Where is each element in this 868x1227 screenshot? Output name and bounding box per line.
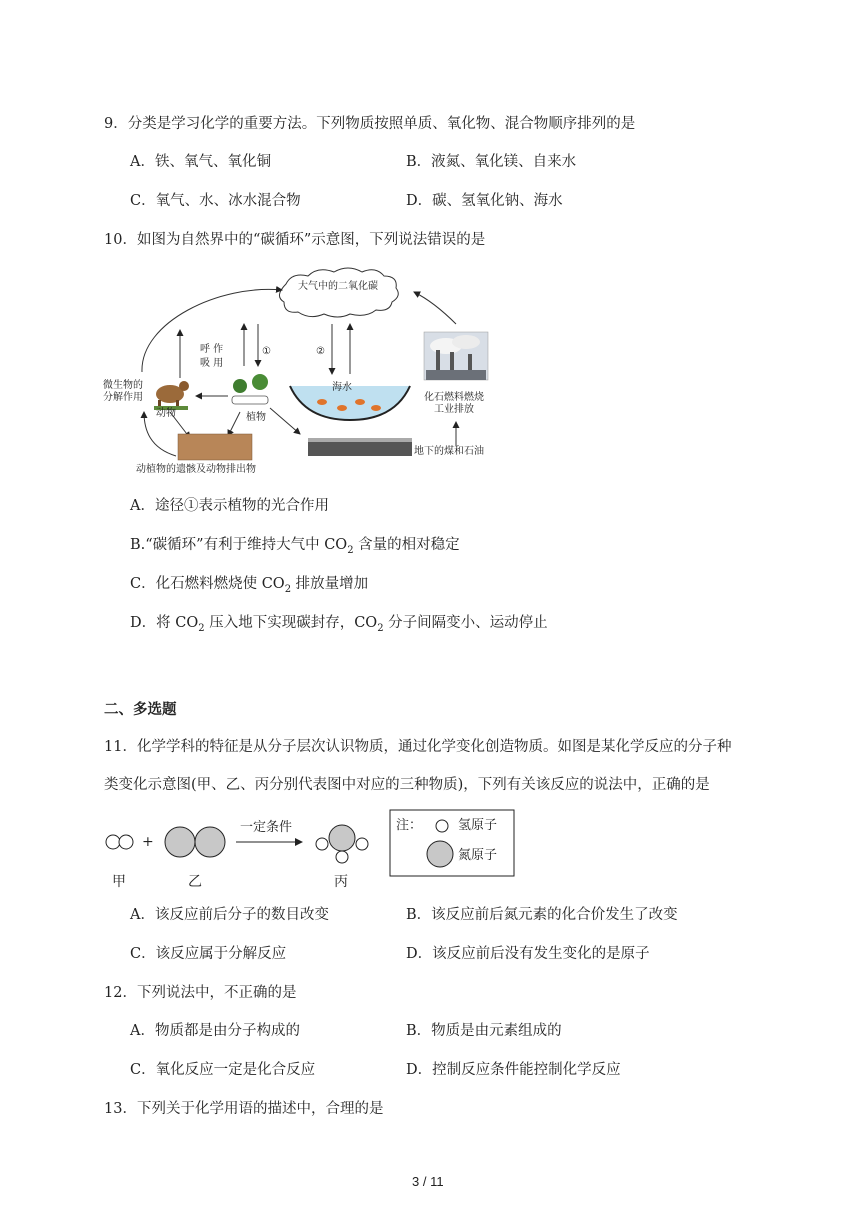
underground-layer xyxy=(308,438,412,442)
label-absorption: 吸 用 xyxy=(200,358,224,369)
page-number: 3 / 11 xyxy=(412,1174,444,1189)
q10-stem: 10．如图为自然界中的“碳循环”示意图，下列说法错误的是 xyxy=(104,232,486,248)
q10-option-d-post: 分子间隔变小、运动停止 xyxy=(383,615,548,631)
q10-option-d[interactable] xyxy=(130,613,548,639)
legend-n-label: 氮原子 xyxy=(458,848,498,863)
q10-option-a[interactable]: A．途径①表示植物的光合作用 xyxy=(130,498,329,514)
arrow-factory-to-air xyxy=(414,292,456,324)
label-jia: 甲 xyxy=(112,874,126,890)
q11-option-d[interactable]: D．该反应前后没有发生变化的是原子 xyxy=(406,946,650,962)
legend-n-symbol xyxy=(427,841,453,867)
q11-option-c[interactable]: C．该反应属于分解反应 xyxy=(130,946,287,962)
q10-option-d-mid: 压入地下实现碳封存，CO xyxy=(204,615,378,631)
legend-h-label: 氢原子 xyxy=(458,818,498,833)
q10-option-d-sub2: 2 xyxy=(377,622,384,634)
reaction-condition: 一定条件 xyxy=(240,820,293,835)
q10-option-b[interactable] xyxy=(130,535,460,561)
reaction-plus: + xyxy=(142,834,154,850)
label-bing: 丙 xyxy=(334,874,348,890)
molecule-bing xyxy=(316,825,368,863)
q9-option-a[interactable]: A．铁、氧气、氧化铜 xyxy=(130,154,271,170)
q11-stem-line1: 11．化学学科的特征是从分子层次认识物质，通过化学变化创造物质。如图是某化学反应的分子种 xyxy=(104,739,732,755)
section-heading: 二、多选题 xyxy=(104,702,177,718)
label-animal: 动物 xyxy=(156,408,176,419)
label-seawater: 海水 xyxy=(332,382,352,393)
label-underground: 地下的煤和石油 xyxy=(414,446,484,457)
q10-option-d-sub: 2 xyxy=(198,622,205,634)
label-decomposer-2: 分解作用 xyxy=(103,392,143,403)
q9-option-b[interactable]: B．液氮、氧化镁、自来水 xyxy=(406,154,577,170)
q12-option-a[interactable]: A．物质都是由分子构成的 xyxy=(130,1023,300,1039)
q12-stem: 12．下列说法中，不正确的是 xyxy=(104,985,297,1001)
q10-option-b-pre: B.“碳循环”有利于维持大气中 CO xyxy=(130,537,348,553)
label-fossil-2: 工业排放 xyxy=(434,404,474,415)
q9-option-d[interactable]: D．碳、氢氧化钠、海水 xyxy=(406,193,563,209)
legend-h-symbol xyxy=(436,820,448,832)
label-respiration: 呼 作 xyxy=(200,344,224,355)
q10-option-d-pre: D．将 CO xyxy=(130,615,199,631)
q11-option-a[interactable]: A．该反应前后分子的数目改变 xyxy=(130,907,329,923)
molecule-yi xyxy=(165,827,225,857)
q10-option-c-sub: 2 xyxy=(284,583,292,595)
label-remains: 动植物的遗骸及动物排出物 xyxy=(136,464,256,475)
molecule-jia xyxy=(106,835,133,849)
factory-image xyxy=(424,332,488,380)
reaction-figure xyxy=(100,808,520,892)
q10-option-c[interactable] xyxy=(130,574,368,600)
label-decomposer-1: 微生物的 xyxy=(103,380,143,391)
q9-option-c[interactable]: C．氧气、水、冰水混合物 xyxy=(130,193,301,209)
arrow-plant-to-remains xyxy=(228,412,240,436)
label-atmosphere: 大气中的二氧化碳 xyxy=(298,281,378,292)
q10-option-c-post: 排放量增加 xyxy=(291,576,369,592)
q12-option-d[interactable]: D．控制反应条件能控制化学反应 xyxy=(406,1062,621,1078)
reaction-diagram xyxy=(100,808,520,892)
legend-note: 注： xyxy=(396,818,423,833)
label-fossil-1: 化石燃料燃烧 xyxy=(424,392,484,403)
q13-stem: 13．下列关于化学用语的描述中，合理的是 xyxy=(104,1101,384,1117)
carbon-cycle-figure xyxy=(100,262,510,482)
label-plant: 植物 xyxy=(246,412,266,423)
remains-image xyxy=(178,434,252,460)
q10-option-c-pre: C．化石燃料燃烧使 CO xyxy=(130,576,285,592)
q9-stem: 9．分类是学习化学的重要方法。下列物质按照单质、氧化物、混合物顺序排列的是 xyxy=(104,116,636,132)
q10-option-b-post: 含量的相对稳定 xyxy=(353,537,460,553)
q12-option-b[interactable]: B．物质是由元素组成的 xyxy=(406,1023,562,1039)
arrow-plant-to-ground xyxy=(270,408,300,434)
animal-image xyxy=(154,381,189,410)
label-path1: ① xyxy=(262,346,271,357)
q11-option-b[interactable]: B．该反应前后氮元素的化合价发生了改变 xyxy=(406,907,678,923)
q11-stem-line2: 类变化示意图(甲、乙、丙分别代表图中对应的三种物质)，下列有关该反应的说法中，正确的是 xyxy=(104,777,710,793)
label-yi: 乙 xyxy=(188,874,202,890)
q12-option-c[interactable]: C．氧化反应一定是化合反应 xyxy=(130,1062,316,1078)
plant-image xyxy=(232,374,268,404)
label-path2: ② xyxy=(316,346,325,357)
q10-option-b-sub: 2 xyxy=(347,544,354,556)
coal-oil-layer xyxy=(308,442,412,456)
